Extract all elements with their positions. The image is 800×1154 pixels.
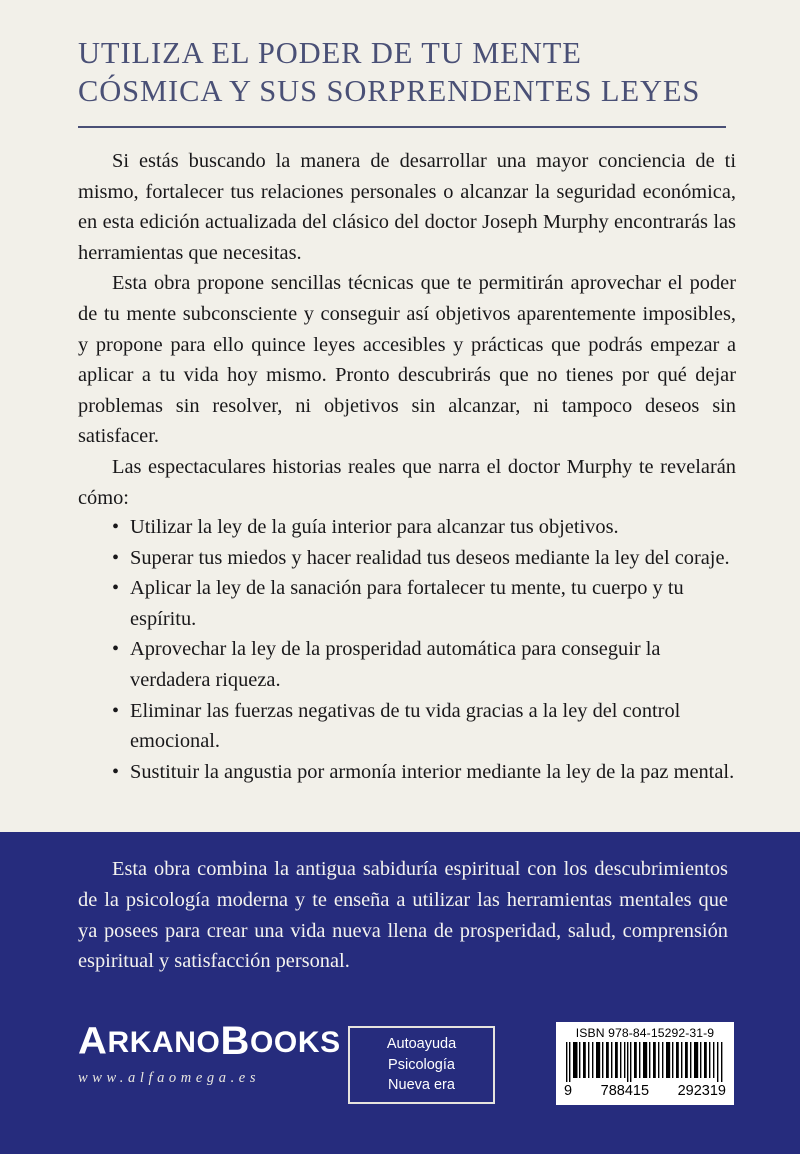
list-item-label: Superar tus miedos y hacer realidad tus deseos mediante la ley del coraje. [130,546,730,569]
bullet-marker-icon: • [112,516,120,538]
barcode-digit-left: 9 [564,1083,573,1099]
list-item-label: Eliminar las fuerzas negativas de tu vida gracias a la ley del control emocional. [130,699,681,753]
logo-letter-b: B [220,1019,250,1063]
body-paragraph-2: Esta obra propone sencillas técnicas que te permitirán aprovechar el poder de tu mente subconsciente y conseguir así objetivos aparentemente imposibles, y propone para ello quince leyes accesibles y prácticas que podrás empezar a aplicar a tu vida hoy mismo. Pronto descubrirás que no tienes por qué dejar problemas sin resolver, ni objetivos sin alcanzar, ni tampoco deseos sin satisfacer. [78,272,736,448]
bullet-marker-icon: • [112,638,120,661]
logo-word-arkano-rest: RKANO [107,1026,221,1059]
list-item-label: Aplicar la ley de la sanación para fortalecer tu mente, tu cuerpo y tu espíritu. [130,577,684,630]
list-item [110,634,738,695]
body-copy [78,146,736,513]
publisher-name [78,1019,341,1063]
list-item [110,696,738,757]
benefits-list [110,512,738,787]
logo-letter-a: A [78,1019,108,1063]
bullet-marker-icon: • [112,760,120,783]
list-item [110,543,738,574]
blue-summary-band [0,832,800,1154]
publisher-website[interactable]: www.alfaomega.es [78,1070,261,1086]
isbn-barcode [556,1022,734,1105]
bullet-marker-icon: • [112,577,120,600]
list-item-label: Sustituir la angustia por armonía interior mediante la ley de la paz mental. [130,760,735,783]
barcode-digit-group-2: 292319 [677,1083,726,1099]
list-item [110,757,738,788]
publisher-logo [78,1019,341,1087]
list-item-label: Aprovechar la ley de la prosperidad automática para conseguir la verdadera riqueza. [130,638,661,691]
list-item [110,573,738,634]
body-paragraph-3: Las espectaculares historias reales que narra el doctor Murphy te revelarán cómo: [78,455,736,509]
bullet-marker-icon: • [112,699,120,722]
barcode-digits [564,1083,726,1100]
body-paragraph-1: Si estás buscando la manera de desarrollar una mayor conciencia de ti mismo, fortalecer tus relaciones personales o alcanzar la seguridad económica, en esta edición actualizada del clásico del doctor Joseph Murphy encontrarás las herramientas que necesitas. [78,150,736,264]
title-divider-rule [78,126,726,128]
list-item [110,512,738,543]
summary-paragraph: Esta obra combina la antigua sabiduría espiritual con los descubrimientos de la psicología moderna y te enseña a utilizar las herramientas mentales que ya posees para crear una vida nueva llena de prosperidad, salud, comprensión espiritual y satisfacción personal. [78,858,728,973]
title-line-1: UTILIZA EL PODER DE TU MENTE [78,36,582,70]
logo-word-books-rest: OOKS [250,1026,341,1059]
barcode-digit-group-1: 788415 [600,1083,650,1099]
bullet-marker-icon: • [112,546,120,569]
list-item-label: Utilizar la ley de la guía interior para alcanzar tus objetivos. [130,516,619,538]
category-line-3: Nueva era [388,1077,455,1094]
summary-copy [78,854,728,977]
title-line-2: CÓSMICA Y SUS SORPRENDENTES LEYES [78,74,701,108]
category-box [348,1026,495,1104]
page-title [78,34,728,110]
isbn-label: ISBN 978-84-15292-31-9 [575,1026,715,1040]
barcode-bars-graphic [566,1042,724,1082]
category-line-2: Psicología [388,1056,455,1073]
category-line-1: Autoayuda [386,1036,457,1053]
